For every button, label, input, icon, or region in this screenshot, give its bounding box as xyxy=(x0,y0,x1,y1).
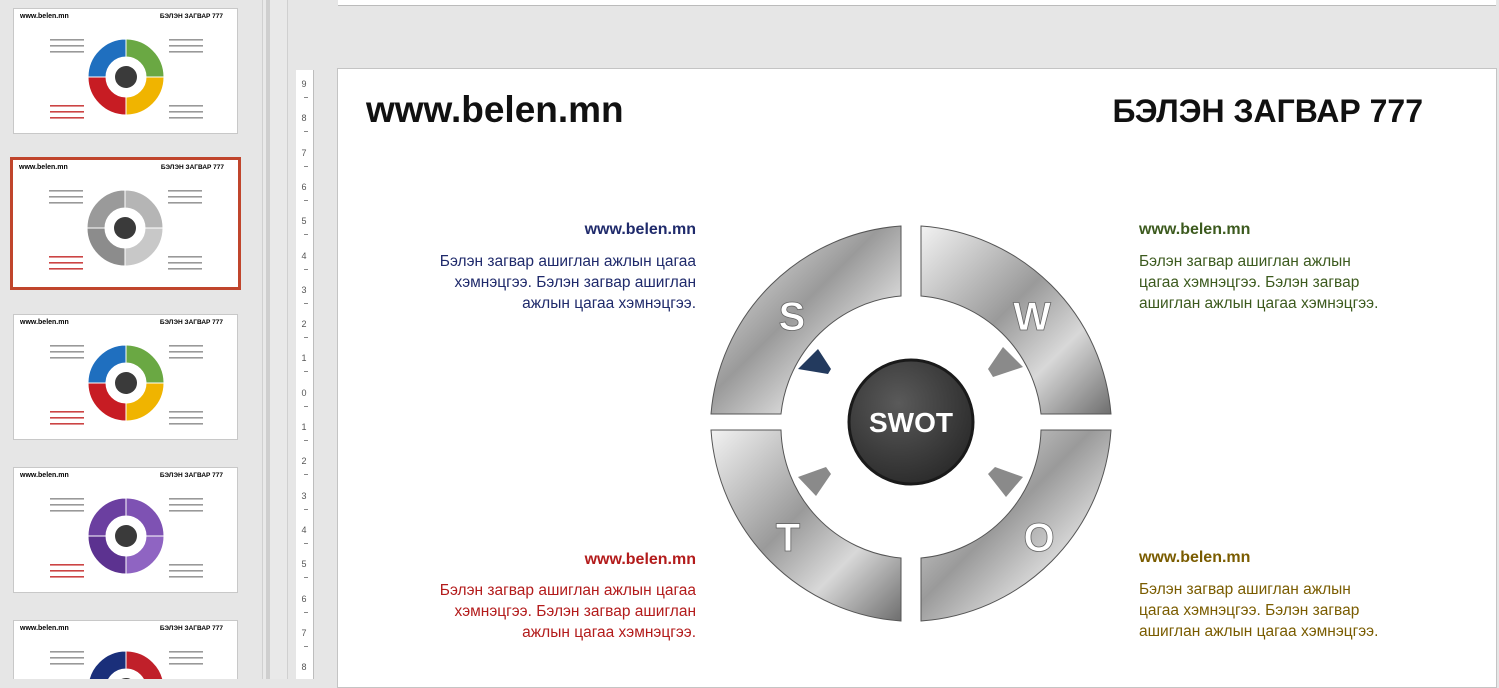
thumbnail-title: БЭЛЭН ЗАГВАР 777 xyxy=(160,164,224,171)
thumbnail-text-line xyxy=(50,411,84,413)
ruler-number: 1 xyxy=(301,422,307,432)
thumbnail-text-line xyxy=(169,498,203,500)
slide-site-text[interactable]: www.belen.mn xyxy=(366,89,624,130)
letter-s: S xyxy=(778,295,806,339)
ruler-tick xyxy=(304,371,308,372)
thumbnail-text-line xyxy=(49,256,83,258)
ruler-number: 6 xyxy=(301,181,307,192)
strength-heading[interactable]: www.belen.mn xyxy=(584,221,696,238)
ruler-tick xyxy=(304,646,308,647)
thumbnail-text-line xyxy=(50,117,84,119)
thumbnail-text-line xyxy=(49,202,83,204)
thumbnail-title: БЭЛЭН ЗАГВАР 777 xyxy=(159,472,223,479)
thumbnail-text-line xyxy=(50,498,84,500)
thumbnail-text-line xyxy=(50,576,84,578)
thumbnail-core xyxy=(115,525,137,547)
thumbnail-title: БЭЛЭН ЗАГВАР 777 xyxy=(159,319,223,326)
thumbnail-text-line xyxy=(169,117,203,119)
thumbnail-segment xyxy=(126,651,164,679)
horizontal-ruler xyxy=(338,0,1496,6)
thumbnail-text-line xyxy=(169,111,203,113)
thumbnail-title: БЭЛЭН ЗАГВАР 777 xyxy=(159,13,223,20)
thumbnail-text-line xyxy=(169,105,203,107)
ruler-number: 4 xyxy=(301,524,307,535)
thumbnail-text-line xyxy=(169,423,203,425)
thumbnail-text-line xyxy=(50,357,84,359)
ruler-number: 4 xyxy=(301,250,307,261)
thumbnail-diagram xyxy=(14,621,238,679)
thumbnail-diagram xyxy=(14,9,238,134)
thumbnail-text-line xyxy=(169,576,203,578)
thumbnail-text-line xyxy=(169,663,203,665)
thumbnail-text-line xyxy=(50,45,84,47)
thumbnail-text-line xyxy=(49,262,83,264)
scrollbar-track[interactable] xyxy=(266,0,270,679)
thumbnail-text-line xyxy=(168,256,202,258)
ruler-tick xyxy=(304,166,308,167)
thumbnail-text-line xyxy=(168,262,202,264)
thumbnail-text-line xyxy=(49,190,83,192)
thumbnail-text-line xyxy=(50,510,84,512)
ruler-number: 0 xyxy=(301,387,307,398)
thumbnail-text-line xyxy=(169,657,203,659)
thumbnail-text-line xyxy=(169,39,203,41)
ruler-number: 9 xyxy=(301,79,307,89)
ruler-number: 1 xyxy=(301,353,307,364)
weakness-text[interactable]: Бэлэн загвар ашиглан ажлын цагаа хэмнэцгээ. Бэлэн загвар ашиглан ажлын цагаа хэмнэцгээ. xyxy=(1139,253,1379,312)
thumbnail-site-text: www.belen.mn xyxy=(20,472,69,479)
vertical-ruler xyxy=(296,70,314,679)
opportunity-arrow-icon xyxy=(988,467,1023,497)
thumbnail-text-line xyxy=(169,411,203,413)
slide-thumbnail-1[interactable] xyxy=(13,8,238,134)
thumbnail-text-line xyxy=(168,202,202,204)
weakness-heading[interactable]: www.belen.mn xyxy=(1139,221,1251,238)
opportunity-text[interactable]: Бэлэн загвар ашиглан ажлын цагаа хэмнэцгээ. Бэлэн загвар ашиглан ажлын цагаа хэмнэцгээ. xyxy=(1139,581,1379,640)
slide-thumbnail-5[interactable] xyxy=(13,620,238,679)
slide-canvas[interactable] xyxy=(337,68,1497,688)
thumbnail-text-line xyxy=(49,196,83,198)
ruler-number: 2 xyxy=(301,319,307,330)
ruler-number: 5 xyxy=(301,559,307,570)
thumbnail-site-text: www.belen.mn xyxy=(20,625,69,632)
swot-center-label: SWOT xyxy=(869,407,953,438)
thumbnail-scrollbar[interactable] xyxy=(262,0,288,679)
thumbnail-text-line xyxy=(169,357,203,359)
thumbnail-diagram xyxy=(14,468,238,593)
thumbnail-text-line xyxy=(168,190,202,192)
thumbnail-text-line xyxy=(50,663,84,665)
ruler-tick xyxy=(304,234,308,235)
thumbnail-site-text: www.belen.mn xyxy=(19,164,68,171)
ruler-number: 8 xyxy=(301,662,307,673)
strength-text[interactable]: Бэлэн загвар ашиглан ажлын цагаа хэмнэцгээ. Бэлэн загвар ашиглан ажлын цагаа хэмнэцгээ. xyxy=(439,253,696,312)
slide-thumbnail-2[interactable] xyxy=(10,157,241,290)
ruler-tick xyxy=(304,131,308,132)
thumbnail-text-line xyxy=(50,51,84,53)
slide-thumbnail-4[interactable] xyxy=(13,467,238,593)
thumbnail-text-line xyxy=(169,564,203,566)
ruler-tick xyxy=(304,97,308,98)
ruler-tick xyxy=(304,406,308,407)
thumbnail-diagram xyxy=(14,315,238,440)
thumbnail-text-line xyxy=(50,423,84,425)
letter-o: O xyxy=(1023,516,1055,560)
thumbnail-core xyxy=(115,66,137,88)
ruler-number: 3 xyxy=(301,284,307,295)
thumbnail-text-line xyxy=(169,417,203,419)
thumbnail-text-line xyxy=(50,39,84,41)
slide-title[interactable]: БЭЛЭН ЗАГВАР 777 xyxy=(1112,93,1423,129)
ruler-tick xyxy=(304,303,308,304)
ruler-tick xyxy=(304,509,308,510)
ruler-number: 7 xyxy=(301,627,307,638)
thumbnail-text-line xyxy=(50,345,84,347)
threat-heading[interactable]: www.belen.mn xyxy=(584,551,696,568)
thumbnail-segment xyxy=(88,651,126,679)
thumbnail-text-line xyxy=(50,504,84,506)
thumbnail-text-line xyxy=(49,268,83,270)
thumbnail-text-line xyxy=(169,351,203,353)
letter-t: T xyxy=(775,516,801,560)
thumbnail-text-line xyxy=(50,105,84,107)
thumbnail-text-line xyxy=(169,510,203,512)
thumbnail-core xyxy=(115,372,137,394)
ruler-tick xyxy=(304,269,308,270)
thumbnail-text-line xyxy=(168,196,202,198)
ruler-number: 2 xyxy=(301,456,307,467)
thumbnail-text-line xyxy=(168,268,202,270)
thumbnail-text-line xyxy=(169,45,203,47)
thumbnail-site-text: www.belen.mn xyxy=(20,13,69,20)
ruler-tick xyxy=(304,543,308,544)
thumbnail-text-line xyxy=(169,504,203,506)
thumbnail-text-line xyxy=(50,651,84,653)
threat-text[interactable]: Бэлэн загвар ашиглан ажлын цагаа хэмнэцгээ. Бэлэн загвар ашиглан ажлын цагаа хэмнэцгээ. xyxy=(439,582,696,641)
thumbnail-text-line xyxy=(169,51,203,53)
thumbnail-text-line xyxy=(169,345,203,347)
ruler-number: 3 xyxy=(301,490,307,501)
ruler-tick xyxy=(304,474,308,475)
thumbnail-text-line xyxy=(50,570,84,572)
thumbnail-title: БЭЛЭН ЗАГВАР 777 xyxy=(159,625,223,632)
ruler-tick xyxy=(304,440,308,441)
opportunity-heading[interactable]: www.belen.mn xyxy=(1139,549,1251,566)
thumbnail-text-line xyxy=(169,570,203,572)
ruler-tick xyxy=(304,577,308,578)
thumbnail-text-line xyxy=(50,351,84,353)
thumbnail-text-line xyxy=(169,651,203,653)
thumbnail-text-line xyxy=(50,417,84,419)
ruler-tick xyxy=(304,612,308,613)
ruler-number: 7 xyxy=(301,147,307,158)
thumbnail-text-line xyxy=(50,564,84,566)
thumbnail-site-text: www.belen.mn xyxy=(20,319,69,326)
ruler-number: 5 xyxy=(301,216,307,227)
slide-thumbnail-pane xyxy=(0,0,262,679)
threat-arrow-icon xyxy=(798,467,831,496)
ruler-tick xyxy=(304,337,308,338)
thumbnail-diagram xyxy=(13,160,238,286)
swot-diagram[interactable] xyxy=(698,219,1128,639)
thumbnail-core xyxy=(114,217,136,239)
ruler-number: 6 xyxy=(301,593,307,604)
slide-thumbnail-3[interactable] xyxy=(13,314,238,440)
ruler-number: 8 xyxy=(301,113,307,124)
thumbnail-text-line xyxy=(50,111,84,113)
letter-w: W xyxy=(1013,295,1051,339)
ruler-tick xyxy=(304,200,308,201)
thumbnail-text-line xyxy=(50,657,84,659)
